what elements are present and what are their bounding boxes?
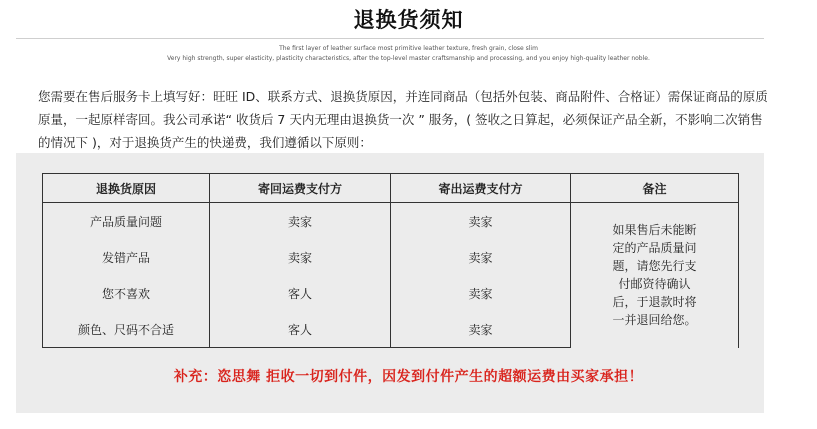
cell-send-payer: 卖家 [391,203,571,240]
tagline-line-2: Very high strength, super elasticity, plasticity characteristics, after the top-level master craftsmanship and processing, and you enjoy high-quality leather noble. [167,55,650,62]
table-header-row [43,174,739,203]
title-divider [16,38,764,39]
note-text: 如果售后未能断定的产品质量问题，请您先行支付邮资待确认后，于退款时将一并退回给您。 [612,223,697,328]
cell-note [571,203,739,348]
header-return-payer: 寄回运费支付方 [210,174,391,203]
cell-send-payer: 卖家 [391,311,571,348]
header-note: 备注 [571,174,739,203]
cell-send-payer: 卖家 [391,275,571,311]
tagline-line-1: The first layer of leather surface most primitive leather texture, fresh grain, close slim [279,45,538,52]
cell-return-payer: 客人 [210,311,391,348]
cell-return-payer: 客人 [210,275,391,311]
header-reason: 退换货原因 [43,174,210,203]
page-title: 退换货须知 [353,8,464,32]
cod-notice: 补充：恣思舞 拒收一切到付件，因发到付件产生的超额运费由买家承担！ [173,369,644,385]
cell-return-payer: 卖家 [210,203,391,240]
cell-reason: 您不喜欢 [43,275,210,311]
cell-send-payer: 卖家 [391,239,571,275]
header-send-payer: 寄出运费支付方 [391,174,571,203]
intro-paragraph: 您需要在售后服务卡上填写好：旺旺 ID、联系方式、退换货原因，并连同商品（包括外包装、商品附件、合格证）需保证商品的原质原量，一起原样寄回。我公司承诺“ 收货后 7 天内无理由退换货一次 ” 服务，( 签收之日算起，必须保证产品全新，不影响二次销售的情况下 )，对于退换货产生的快递费，我们遵循以下原则： [38,89,768,150]
return-policy-table [42,173,739,348]
table-row [43,203,739,240]
cell-reason: 颜色、尺码不合适 [43,311,210,348]
cell-reason: 发错产品 [43,239,210,275]
cell-return-payer: 卖家 [210,239,391,275]
cell-reason: 产品质量问题 [43,203,210,240]
